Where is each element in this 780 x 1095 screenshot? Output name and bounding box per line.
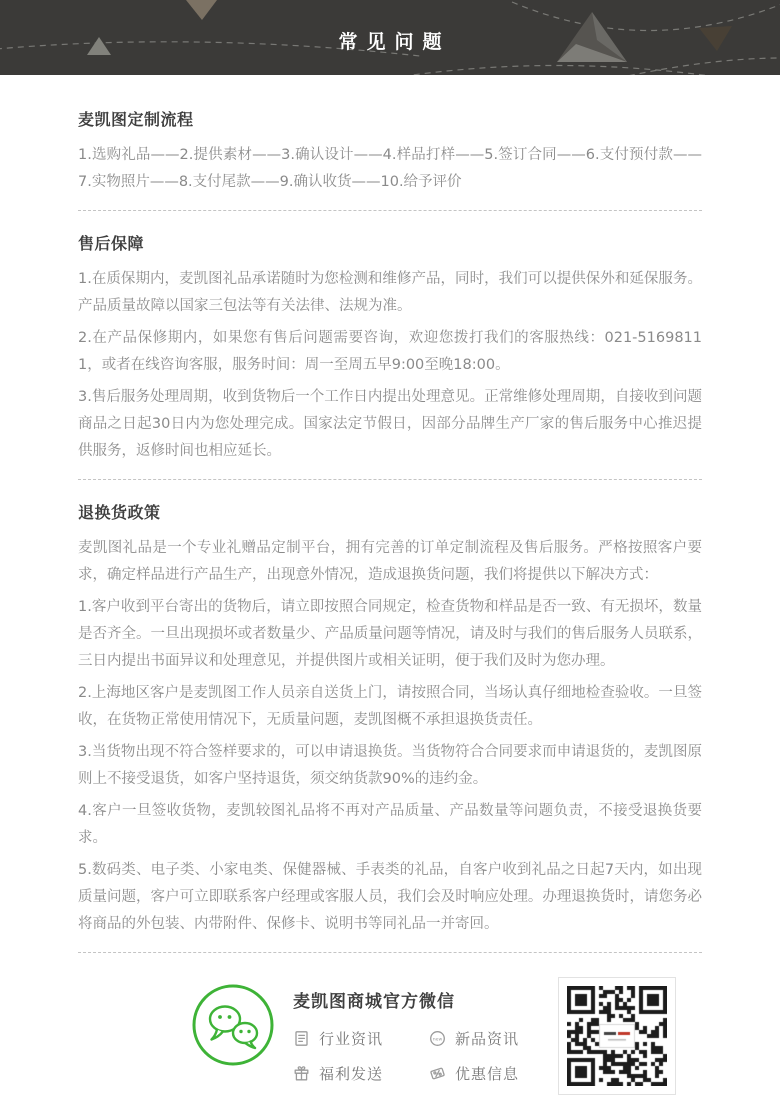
section-aftersale-guarantee: [78, 231, 702, 465]
paragraph: 3.售后服务处理周期，收到货物后一个工作日内提出处理意见。正常维修处理周期，自接收到问题商品之日起30日内为您处理完成。国家法定节假日，因部分品牌生产厂家的售后服务中心推迟提供服务，返修时间也相应延长。: [78, 389, 702, 459]
feature-label: 福利发送: [319, 1065, 384, 1083]
wechat-icon: [191, 983, 275, 1067]
page-header: [0, 0, 780, 75]
news-doc-icon: [293, 1030, 310, 1047]
main-content: [0, 107, 780, 1095]
feature-label: 优惠信息: [455, 1065, 520, 1083]
feature-label: 新品资讯: [455, 1030, 520, 1048]
feature-discounts: [429, 1063, 519, 1084]
wechat-account-title: 麦凯图商城官方微信: [293, 992, 455, 1012]
triangle-tan-down: [186, 0, 217, 20]
section-return-policy: [78, 500, 702, 938]
paragraph: 麦凯图礼品是一个专业礼赠品定制平台，拥有完善的订单定制流程及售后服务。严格按照客户要求，确定样品进行产品生产，出现意外情况，造成退换货问题，我们将提供以下解决方式：: [78, 540, 702, 583]
svg-text:new: new: [432, 1037, 443, 1043]
wechat-info-block: [293, 973, 519, 1084]
paragraph: 4.客户一旦签收货物，麦凯较图礼品将不再对产品质量、产品数量等问题负责，不接受退换货要求。: [78, 803, 702, 846]
wechat-qr-code: [558, 977, 676, 1095]
dashed-divider: [78, 952, 702, 953]
new-badge-icon: [429, 1030, 446, 1047]
process-steps-text: 1.选购礼品——2.提供素材——3.确认设计——4.样品打样——5.签订合同——6.支付预付款——7.实物照片——8.支付尾款——9.确认收货——10.给予评价: [78, 147, 702, 190]
paragraph: 5.数码类、电子类、小家电类、保健器械、手表类的礼品，自客户收到礼品之日起7天内，如出现质量问题，客户可立即联系客户经理或客服人员，我们会及时响应处理。办理退换货时，请您务必将商品的外包装、内带附件、保修卡、说明书等同礼品一并寄回。: [78, 862, 702, 932]
section-heading: 退换货政策: [78, 503, 161, 522]
feature-label: 行业资讯: [319, 1030, 384, 1048]
section-heading: 麦凯图定制流程: [78, 110, 194, 129]
wechat-footer: [78, 973, 702, 1095]
wechat-feature-grid: [293, 1028, 519, 1084]
dashed-divider: [78, 210, 702, 211]
dashed-divider: [78, 479, 702, 480]
section-heading: 售后保障: [78, 234, 145, 253]
paragraph: 3.当货物出现不符合签样要求的，可以申请退换货。当货物符合合同要求而申请退货的，麦凯图原则上不接受退货，如客户坚持退货，须交纳货款90%的违约金。: [78, 744, 702, 787]
paragraph: 2.在产品保修期内，如果您有售后问题需要咨询，欢迎您拨打我们的客服热线：021-51698111，或者在线咨询客服，服务时间：周一至周五早9:00至晚18:00。: [78, 330, 702, 373]
paragraph: 2.上海地区客户是麦凯图工作人员亲自送货上门，请按照合同，当场认真仔细地检查验收。一旦签收，在货物正常使用情况下，无质量问题，麦凯图概不承担退换货责任。: [78, 685, 702, 728]
coupon-icon: [429, 1065, 446, 1082]
section-custom-process: [78, 107, 702, 196]
paragraph: 1.在质保期内，麦凯图礼品承诺随时为您检测和维修产品，同时，我们可以提供保外和延保服务。产品质量故障以国家三包法等有关法律、法规为准。: [78, 271, 702, 314]
gift-icon: [293, 1065, 310, 1082]
page-title: 常见问题: [338, 31, 451, 53]
paragraph: 1.客户收到平台寄出的货物后，请立即按照合同规定，检查货物和样品是否一致、有无损坏，数量是否齐全。一旦出现损坏或者数量少、产品质量问题等情况，请及时与我们的售后服务人员联系，三日内提出书面异议和处理意见，并提供图片或相关证明，便于我们及时为您办理。: [78, 599, 702, 669]
feature-benefits: [293, 1063, 383, 1084]
feature-new-products: [429, 1028, 519, 1049]
feature-industry-news: [293, 1028, 383, 1049]
